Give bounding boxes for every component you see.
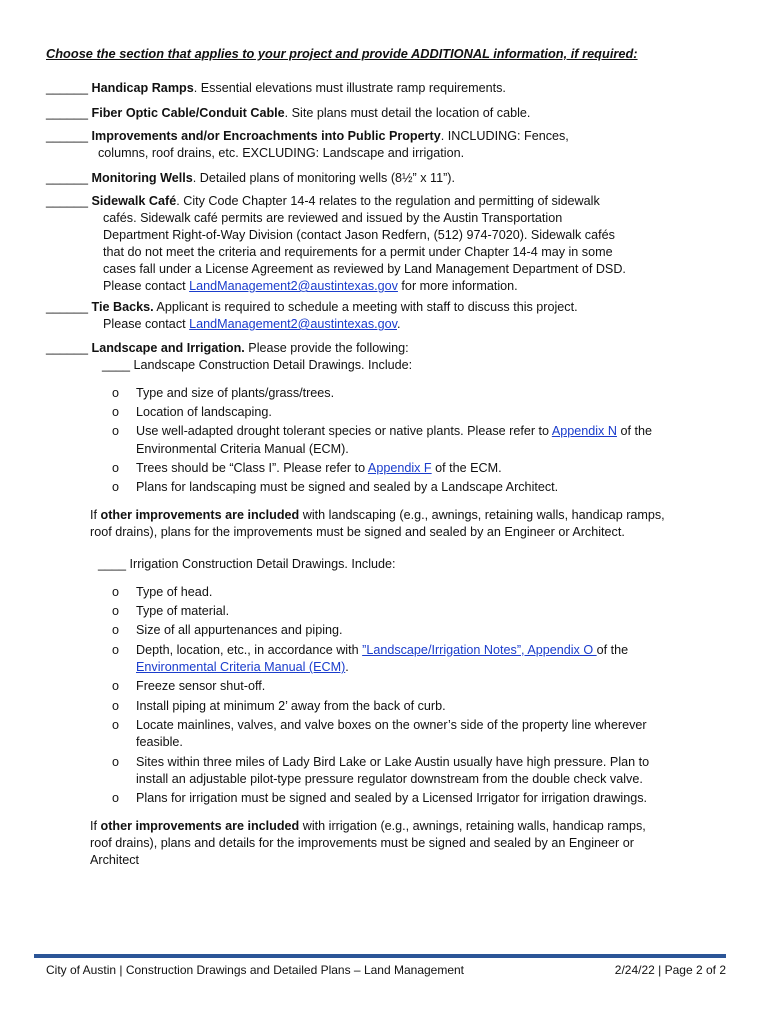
list-item [112,754,712,789]
para-text: If [90,508,101,522]
bullet-icon: o [112,480,120,495]
section-sidewalk-cafe [46,193,736,295]
bullet-icon: o [112,424,120,439]
item-text: Use well-adapted drought tolerant species or native plants. Please refer to [136,424,552,439]
bullet-icon: o [112,791,120,806]
list-item [112,404,712,422]
section-title: Monitoring Wells [91,171,193,185]
item-text: Depth, location, etc., in accordance with [136,642,363,657]
checkbox-blank[interactable]: ______ [46,106,89,120]
checkbox-blank-small[interactable]: ____ [98,557,127,571]
item-text: Plans for irrigation must be signed and sealed by a Licensed Irrigator for irrigation drawings. [136,791,648,806]
section-improvements [46,128,736,162]
section-text: . Site plans must detail the location of cable. [284,106,531,120]
section-text: . Detailed plans of monitoring wells (8½” x 11”). [192,171,455,185]
irrigation-sub-heading [98,556,396,573]
section-tie-backs [46,299,736,333]
checkbox-blank[interactable]: ______ [46,129,89,143]
cafe-line: that do not meet the criteria and requirements for a permit under Chapter 14-4 may in some [103,245,613,259]
list-item [112,603,712,621]
list-item [112,385,712,403]
list-item [112,584,712,602]
bullet-icon: o [112,585,120,599]
checkbox-blank-small[interactable]: ____ [102,358,131,372]
item-text: Install piping at minimum 2’ away from the back of curb. [136,698,446,713]
bullet-icon: o [112,405,120,420]
item-text: Type of material. [136,604,230,619]
section-text: . INCLUDING: Fences, [440,129,569,143]
bullet-icon: o [112,698,120,713]
footer-left-text: City of Austin | Construction Drawings and Detailed Plans – Land Management [46,963,465,977]
irrigation-other-improvements-note [90,818,730,869]
bullet-icon: o [112,386,120,400]
item-text: Type and size of plants/grass/trees. [136,386,335,400]
section-title: Handicap Ramps [91,81,194,95]
bullet-icon: o [112,717,120,732]
appendix-f-link[interactable]: Appendix F [367,461,432,476]
email-link[interactable]: LandManagement2@austintexas.gov [189,317,397,331]
section-fiber-optic [46,105,736,122]
tiebacks-contact-pre: Please contact [103,317,190,331]
item-text: Freeze sensor shut-off. [136,679,266,694]
section-text: Applicant is required to schedule a meeting with staff to discuss this project. [153,300,578,314]
section-text: . City Code Chapter 14-4 relates to the regulation and permitting of sidewalk [176,194,600,208]
section-handicap-ramps [46,80,736,97]
cafe-line: Department Right-of-Way Division (contact Jason Redfern, (512) 974-7020). Sidewalk cafés [103,228,615,242]
para-text: roof drains), plans and details for the improvements must be signed and sealed by an Engineer or [90,836,634,850]
list-item [112,622,712,640]
item-text: Sites within three miles of Lady Bird Lake or Lake Austin usually have high pressure. Plan to [136,754,650,769]
para-text: Architect [90,853,139,867]
list-item [112,678,712,696]
item-text: Type of head. [136,585,213,599]
bullet-icon: o [112,679,120,694]
para-text: If [90,819,101,833]
landscape-sub-heading [102,357,412,374]
list-item [112,479,712,497]
footer-page-info: 2/24/22 | Page 2 of 2 [614,963,726,977]
item-text: Environmental Criteria Manual (ECM). [136,441,349,456]
landscape-other-improvements-note [90,507,730,541]
list-item [112,790,712,808]
item-text: Trees should be “Class I”. Please refer to [136,461,368,476]
item-text: of the [596,642,629,657]
bullet-icon: o [112,642,120,657]
bullet-icon: o [112,623,120,638]
item-text: Plans for landscaping must be signed and sealed by a Landscape Architect. [136,480,559,495]
section-text-line2: columns, roof drains, etc. EXCLUDING: Landscape and irrigation. [98,146,465,160]
section-text: Please provide the following: [244,341,409,355]
appendix-o-link[interactable]: ”Landscape/Irrigation Notes”, Appendix O [362,642,597,657]
bullet-icon: o [112,461,120,476]
para-text: with landscaping (e.g., awnings, retaining walls, handicap ramps, [299,508,665,522]
para-text: with irrigation (e.g., awnings, retaining walls, handicap ramps, [299,819,646,833]
page-heading: Choose the section that applies to your project and provide ADDITIONAL information, if required: [46,46,638,61]
cafe-line: cafés. Sidewalk café permits are reviewed and issued by the Austin Transportation [103,211,563,225]
item-text: feasible. [136,735,183,750]
section-title: Tie Backs. [91,300,154,314]
tiebacks-contact-post: . [397,317,401,331]
list-item [112,642,712,677]
landscape-list [112,385,712,499]
item-text: Locate mainlines, valves, and valve boxes on the owner’s side of the property line wherever [136,717,647,732]
sub-heading-text: Landscape Construction Detail Drawings. Include: [133,358,413,372]
item-text: Location of landscaping. [136,405,272,420]
checkbox-blank[interactable]: ______ [46,81,89,95]
list-item [112,698,712,716]
list-item [112,423,712,458]
para-bold: other improvements are included [100,508,300,522]
section-title: Sidewalk Café [91,194,177,208]
list-item [112,717,712,752]
sub-heading-text: Irrigation Construction Detail Drawings. Include: [129,557,396,571]
checkbox-blank[interactable]: ______ [46,194,89,208]
item-text: Size of all appurtenances and piping. [136,623,343,638]
cafe-line: cases fall under a License Agreement as reviewed by Land Management Department of DSD. [103,262,626,276]
cafe-contact-post: for more information. [397,279,518,293]
section-landscape-irrigation [46,340,736,357]
section-text: . Essential elevations must illustrate ramp requirements. [193,81,506,95]
checkbox-blank[interactable]: ______ [46,300,89,314]
ecm-link[interactable]: Environmental Criteria Manual (ECM) [136,660,346,675]
section-title: Fiber Optic Cable/Conduit Cable [91,106,285,120]
email-link[interactable]: LandManagement2@austintexas.gov [189,279,398,293]
para-text: roof drains), plans for the improvements must be signed and sealed by an Engineer or Architect. [90,525,625,539]
bullet-icon: o [112,604,120,619]
footer-divider [34,954,726,958]
item-text: install an adjustable pilot-type pressure regulator downstream from the double check valve. [136,772,643,787]
section-title: Landscape and Irrigation. [91,341,245,355]
irrigation-list [112,584,712,809]
checkbox-blank[interactable]: ______ [46,341,89,355]
section-title: Improvements and/or Encroachments into Public Property [91,129,441,143]
bullet-icon: o [112,754,120,769]
list-item [112,460,712,478]
cafe-contact-pre: Please contact [103,279,190,293]
para-bold: other improvements are included [100,819,300,833]
item-text: . [345,660,349,675]
appendix-n-link[interactable]: Appendix N [551,424,617,439]
section-monitoring-wells [46,170,736,187]
item-text: of the [616,424,652,439]
checkbox-blank[interactable]: ______ [46,171,89,185]
item-text: of the ECM. [431,461,502,476]
